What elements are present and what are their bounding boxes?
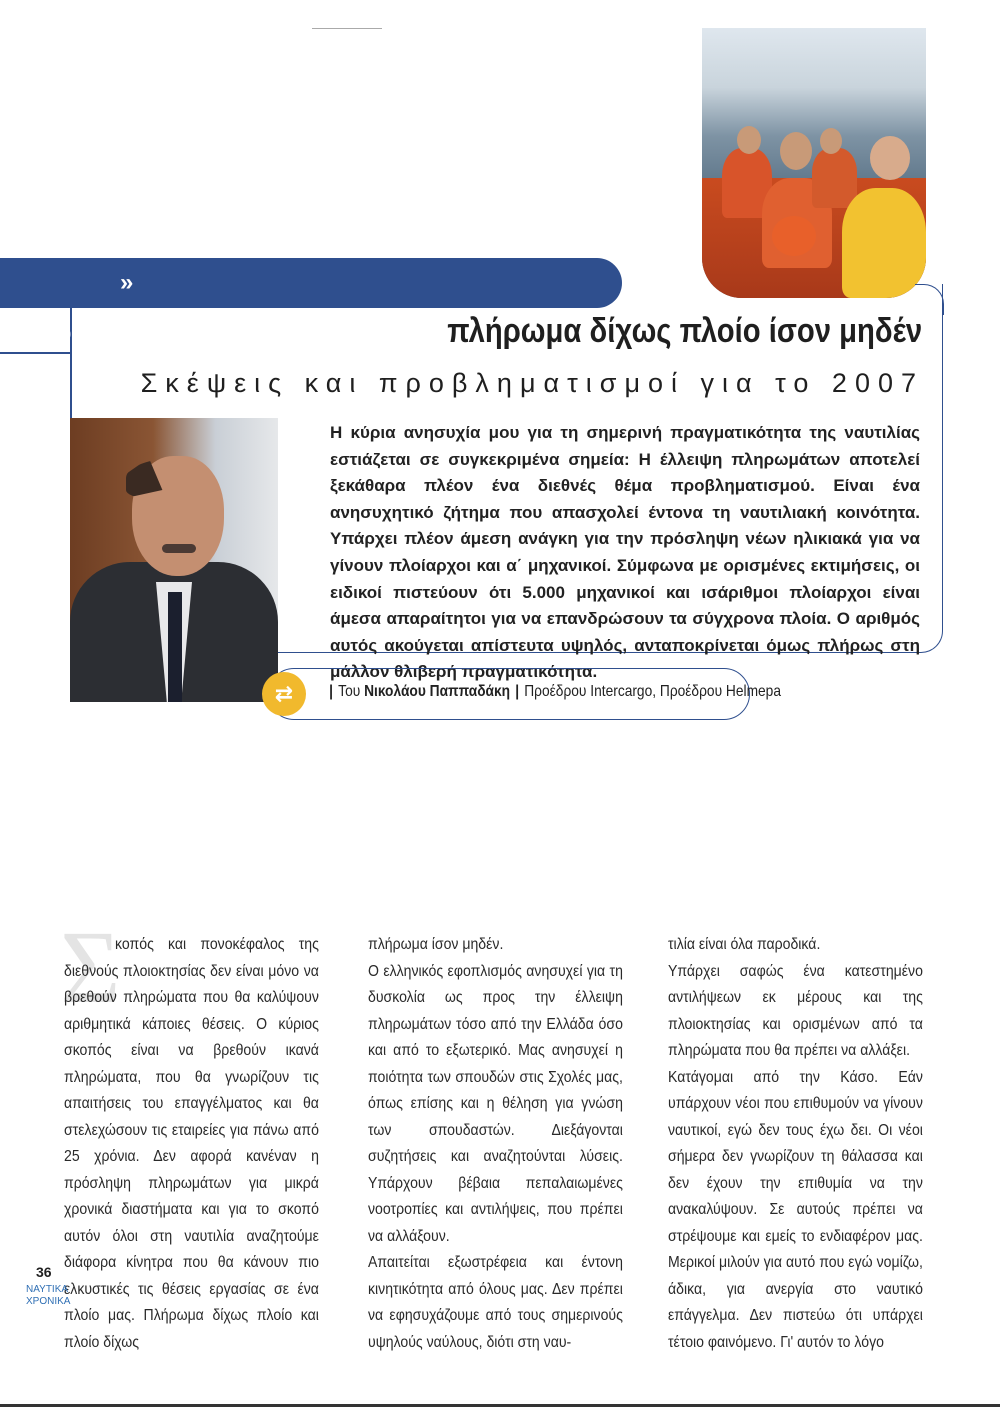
byline-author: Νικολάου Παππαδάκη	[364, 683, 511, 700]
body-column-1	[64, 932, 319, 1356]
author-portrait	[70, 418, 278, 702]
logo-arrows-icon: ⇄	[262, 672, 306, 716]
paragraph: τιλία είναι όλα παροδικά.	[668, 936, 821, 953]
lead-paragraph: Η κύρια ανησυχία μου για τη σημερινή πραγματικότητα της ναυτιλίας εστιάζεται σε συγκεκριμένα σημεία: Η έλλειψη πληρωμάτων αποτελεί ξεκάθαρα πλέον ένα διεθνές θέμα προβληματισμού. Είναι ένα ανησυχητικό ζήτημα που απασχολεί έντονα τη ναυτιλιακή κοινότητα. Υπάρχει πλέον άμεση ανάγκη για την πρόσληψη νέων ηλικιακά για να γίνουν πλοίαρχοι και α΄ μηχανικοί. Σύμφωνα με ορισμένες εκτιμήσεις, οι ειδικοί πιστεύουν ότι 5.000 μηχανικοί και ισάριθμοι πλοίαρχοι είναι άμεσα απαραίτητοι για να επανδρώσουν τα σύγχρονα πλοία. Ο αριθμός αυτός ακούγεται απίστευτα υψηλός, ανταποκρίνεται όμως πλήρως στη μάλλον θλιβερή πραγματικότητα.	[330, 423, 920, 682]
boat-crew-photo	[702, 28, 926, 298]
drop-cap: Σ	[60, 910, 121, 1025]
body-column-3	[668, 932, 923, 1356]
top-mark-line	[312, 28, 382, 29]
byline-role: Προέδρου Intercargo, Προέδρου Helmepa	[524, 683, 781, 700]
paragraph: Ο ελληνικός εφοπλισμός ανησυχεί για τη δυσκολία ως προς την έλλειψη πληρωμάτων τόσο από την Ελλάδα όσο και από το εξωτερικό. Μας ανησυχεί η ποιότητα των σπουδών στις Σχολές μας, όπως επίσης και η θέληση για γνώση των σπουδαστών. Διεξάγονται συζητήσεις και αναζητούνται λύσεις. Υπάρχουν βέβαια πεπαλαιωμένες νοοτροπίες και αντιλήψεις, που πρέπει να αλλάξουν.	[368, 962, 623, 1245]
page-number: 36	[36, 1264, 52, 1280]
subtitle: Σκέψεις και προβληματισμοί για το 2007	[140, 368, 924, 398]
bottom-rule	[0, 1404, 1000, 1407]
title-line-2: πλήρωμα δίχως πλοίο ίσον μηδέν	[447, 312, 922, 350]
magazine-name-line2: ΧΡΟΝΙΚΑ	[26, 1296, 71, 1307]
byline-prefix: Του	[338, 683, 361, 700]
paragraph: Υπάρχει σαφώς ένα κατεστημένο αντιλήψεων εκ μέρους και της πλοιοκτησίας και ορισμένων από τα πληρώματα που θα πρέπει να αλλάξει.	[668, 962, 923, 1059]
title-banner	[0, 258, 622, 349]
paragraph: Κατάγομαι από την Κάσο. Εάν υπάρχουν νέοι που επιθυμούν να γίνουν ναυτικοί, εγώ δεν τους έχω δει. Οι νέοι σήμερα δεν γνωρίζουν τη θάλασσα και δεν έχουν την επιθυμία να την ανακαλύψουν. Σε αυτούς πρέπει να στρέψουμε και εμείς το ενδιαφέρον μας. Μερικοί μιλούν για αυτό που εγώ νομίζω, άδικα, για ανεργία στο ναυτικό επάγγελμα. Δεν πιστεύω ότι υπάρχει τέτοιο φαινόμενο. Γι' αυτόν το λόγο	[668, 1068, 923, 1351]
magazine-name	[26, 1284, 70, 1308]
title-line-1: Πλοίο δίχως πλήρωμα ίσον μηδέν και	[0, 316, 463, 349]
paragraph: κοπός και πονοκέφαλος της διεθνούς πλοιοκτησίας δεν είναι μόνο να βρεθούν πληρώματα που θα καλύψουν αριθμητικά κάποιες θέσεις. Ο κύριος σκοπός είναι να βρεθούν ικανά πληρώματα, που θα γνωρίζουν τις απαιτήσεις του επαγγέλματος και θα στελεχώσουν τις εταιρείες για πάνω από 25 χρόνια. Δεν αφορά κανέναν η πρόσληψη πληρωμάτων για μικρά χρονικά διαστήματα και για το σκοπό αυτόν όλοι στη ναυτιλία αναζητούμε διάφορα κίνητρα που θα κάνουν πιο ελκυστικές τις θέσεις εργασίας σε ένα πλοίο μας. Πλήρωμα δίχως πλοίο και πλοίο δίχως	[64, 936, 319, 1351]
paragraph: πλήρωμα ίσον μηδέν.	[368, 936, 504, 953]
double-arrow-icon: »	[120, 269, 134, 296]
byline: | Του Νικολάου Παππαδάκη | Προέδρου Intercargo, Προέδρου Helmepa	[329, 683, 781, 700]
body-column-2	[368, 932, 623, 1356]
paragraph: Απαιτείται εξωστρέφεια και έντονη κινητικότητα από όλους μας. Δεν πρέπει να εφησυχάζουμε από τους σημερινούς υψηλούς ναύλους, διότι στη ναυ-	[368, 1254, 623, 1351]
magazine-name-line1: ΝΑΥΤΙΚΑ	[26, 1284, 69, 1295]
